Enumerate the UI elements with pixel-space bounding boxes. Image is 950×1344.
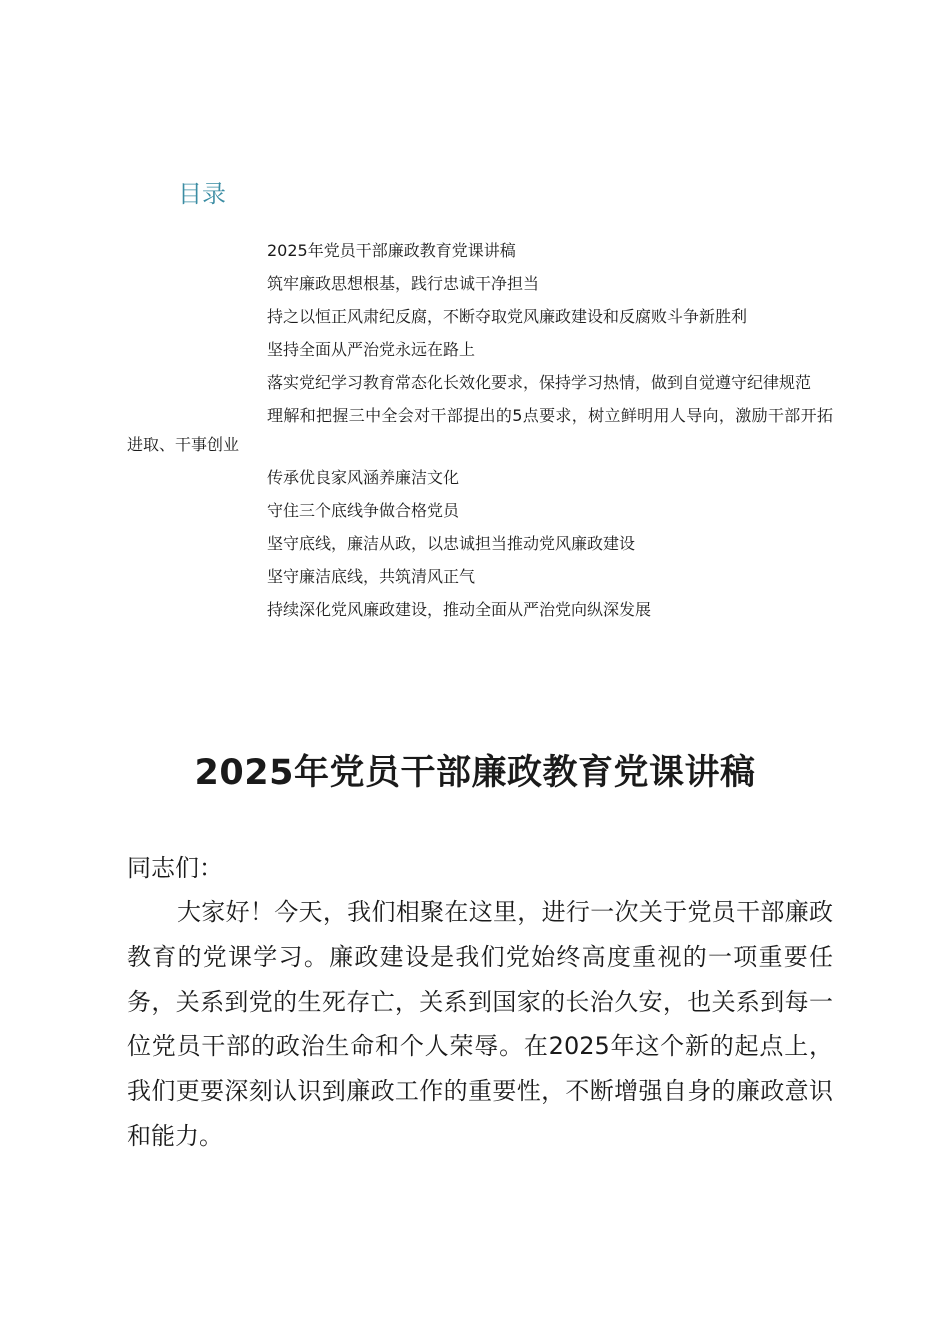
toc-item[interactable]: 落实党纪学习教育常态化长效化要求，保持学习热情，做到自觉遵守纪律规范	[267, 373, 812, 392]
salutation: 同志们：	[127, 854, 223, 882]
toc-heading: 目录	[178, 180, 226, 208]
toc-item[interactable]: 坚守廉洁底线，共筑清风正气	[267, 567, 476, 586]
document-title: 2025年党员干部廉政教育党课讲稿	[194, 753, 756, 793]
toc-item[interactable]: 坚守底线，廉洁从政，以忠诚担当推动党风廉政建设	[267, 534, 636, 553]
toc-item[interactable]: 筑牢廉政思想根基，践行忠诚干净担当	[267, 274, 540, 293]
table-of-contents	[127, 236, 833, 628]
toc-item[interactable]: 持之以恒正风肃纪反腐，不断夺取党风廉政建设和反腐败斗争新胜利	[267, 307, 748, 326]
toc-item[interactable]: 守住三个底线争做合格党员	[267, 501, 460, 520]
toc-item[interactable]: 持续深化党风廉政建设，推动全面从严治党向纵深发展	[267, 600, 652, 619]
body-paragraph: 大家好！今天，我们相聚在这里，进行一次关于党员干部廉政教育的党课学习。廉政建设是我们党始终高度重视的一项重要任务，关系到党的生死存亡，关系到国家的长治久安，也关系到每一位党员干部的政治生命和个人荣辱。在2025年这个新的起点上，我们更要深刻认识到廉政工作的重要性，不断增强自身的廉政意识和能力。	[127, 898, 833, 1150]
toc-item[interactable]: 传承优良家风涵养廉洁文化	[267, 468, 460, 487]
toc-item[interactable]: 坚持全面从严治党永远在路上	[267, 340, 476, 359]
toc-item[interactable]: 理解和把握三中全会对干部提出的5点要求，树立鲜明用人导向，激励干部开拓进取、干事创业	[127, 406, 833, 454]
toc-item[interactable]: 2025年党员干部廉政教育党课讲稿	[267, 241, 516, 260]
